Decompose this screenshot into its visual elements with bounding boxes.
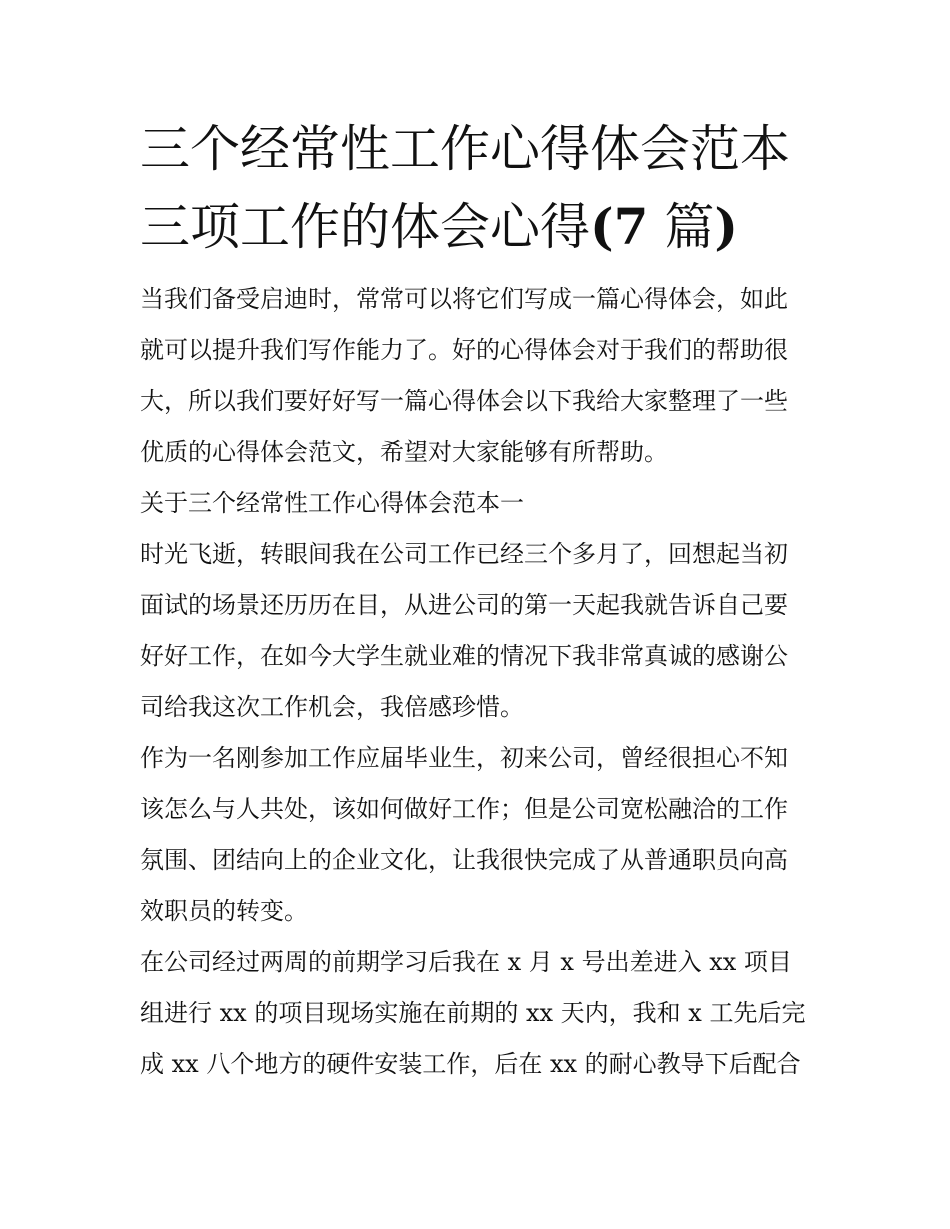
text-line: 效职员的转变。 bbox=[140, 897, 308, 925]
section-heading: 关于三个经常性工作心得体会范本一 bbox=[140, 489, 524, 517]
title-line-2-unit: 篇 bbox=[648, 198, 715, 256]
text-line: 就可以提升我们写作能力了。好的心得体会对于我们的帮助很 bbox=[140, 336, 788, 364]
text-line: 优质的心得体会范文，希望对大家能够有所帮助。 bbox=[140, 438, 668, 466]
text-line: 该怎么与人共处，该如何做好工作；但是公司宽松融洽的工作 bbox=[140, 795, 788, 823]
text-line: 司给我这次工作机会，我倍感珍惜。 bbox=[140, 693, 524, 721]
document-body bbox=[140, 274, 815, 1090]
text-line: 大，所以我们要好好写一篇心得体会以下我给大家整理了一些 bbox=[140, 387, 788, 415]
text-line: 好好工作，在如今大学生就业难的情况下我非常真诚的感谢公 bbox=[140, 642, 788, 670]
text-line: 时光飞逝，转眼间我在公司工作已经三个多月了，回想起当初 bbox=[140, 540, 788, 568]
title-line-2-count: (7 bbox=[590, 197, 649, 256]
text-line: 面试的场景还历历在目，从进公司的第一天起我就告诉自己要 bbox=[140, 591, 788, 619]
text-line: 氛围、团结向上的企业文化，让我很快完成了从普通职员向高 bbox=[140, 846, 788, 874]
text-line: 组进行 xx 的项目现场实施在前期的 xx 天内，我和 x 工先后完 bbox=[140, 999, 806, 1027]
title-line-2-close: ) bbox=[714, 197, 739, 256]
title-line-2-prefix: 三项工作的体会心得 bbox=[140, 198, 590, 256]
title-line-2 bbox=[140, 188, 820, 266]
title-line-1: 三个经常性工作心得体会范本 bbox=[140, 120, 790, 178]
text-line: 作为一名刚参加工作应届毕业生，初来公司，曾经很担心不知 bbox=[140, 744, 788, 772]
document-title bbox=[140, 110, 820, 266]
text-line: 在公司经过两周的前期学习后我在 x 月 x 号出差进入 xx 项目 bbox=[140, 948, 792, 976]
text-line: 成 xx 八个地方的硬件安装工作，后在 xx 的耐心教导下后配合 bbox=[140, 1050, 801, 1078]
text-line: 当我们备受启迪时，常常可以将它们写成一篇心得体会，如此 bbox=[140, 285, 788, 313]
